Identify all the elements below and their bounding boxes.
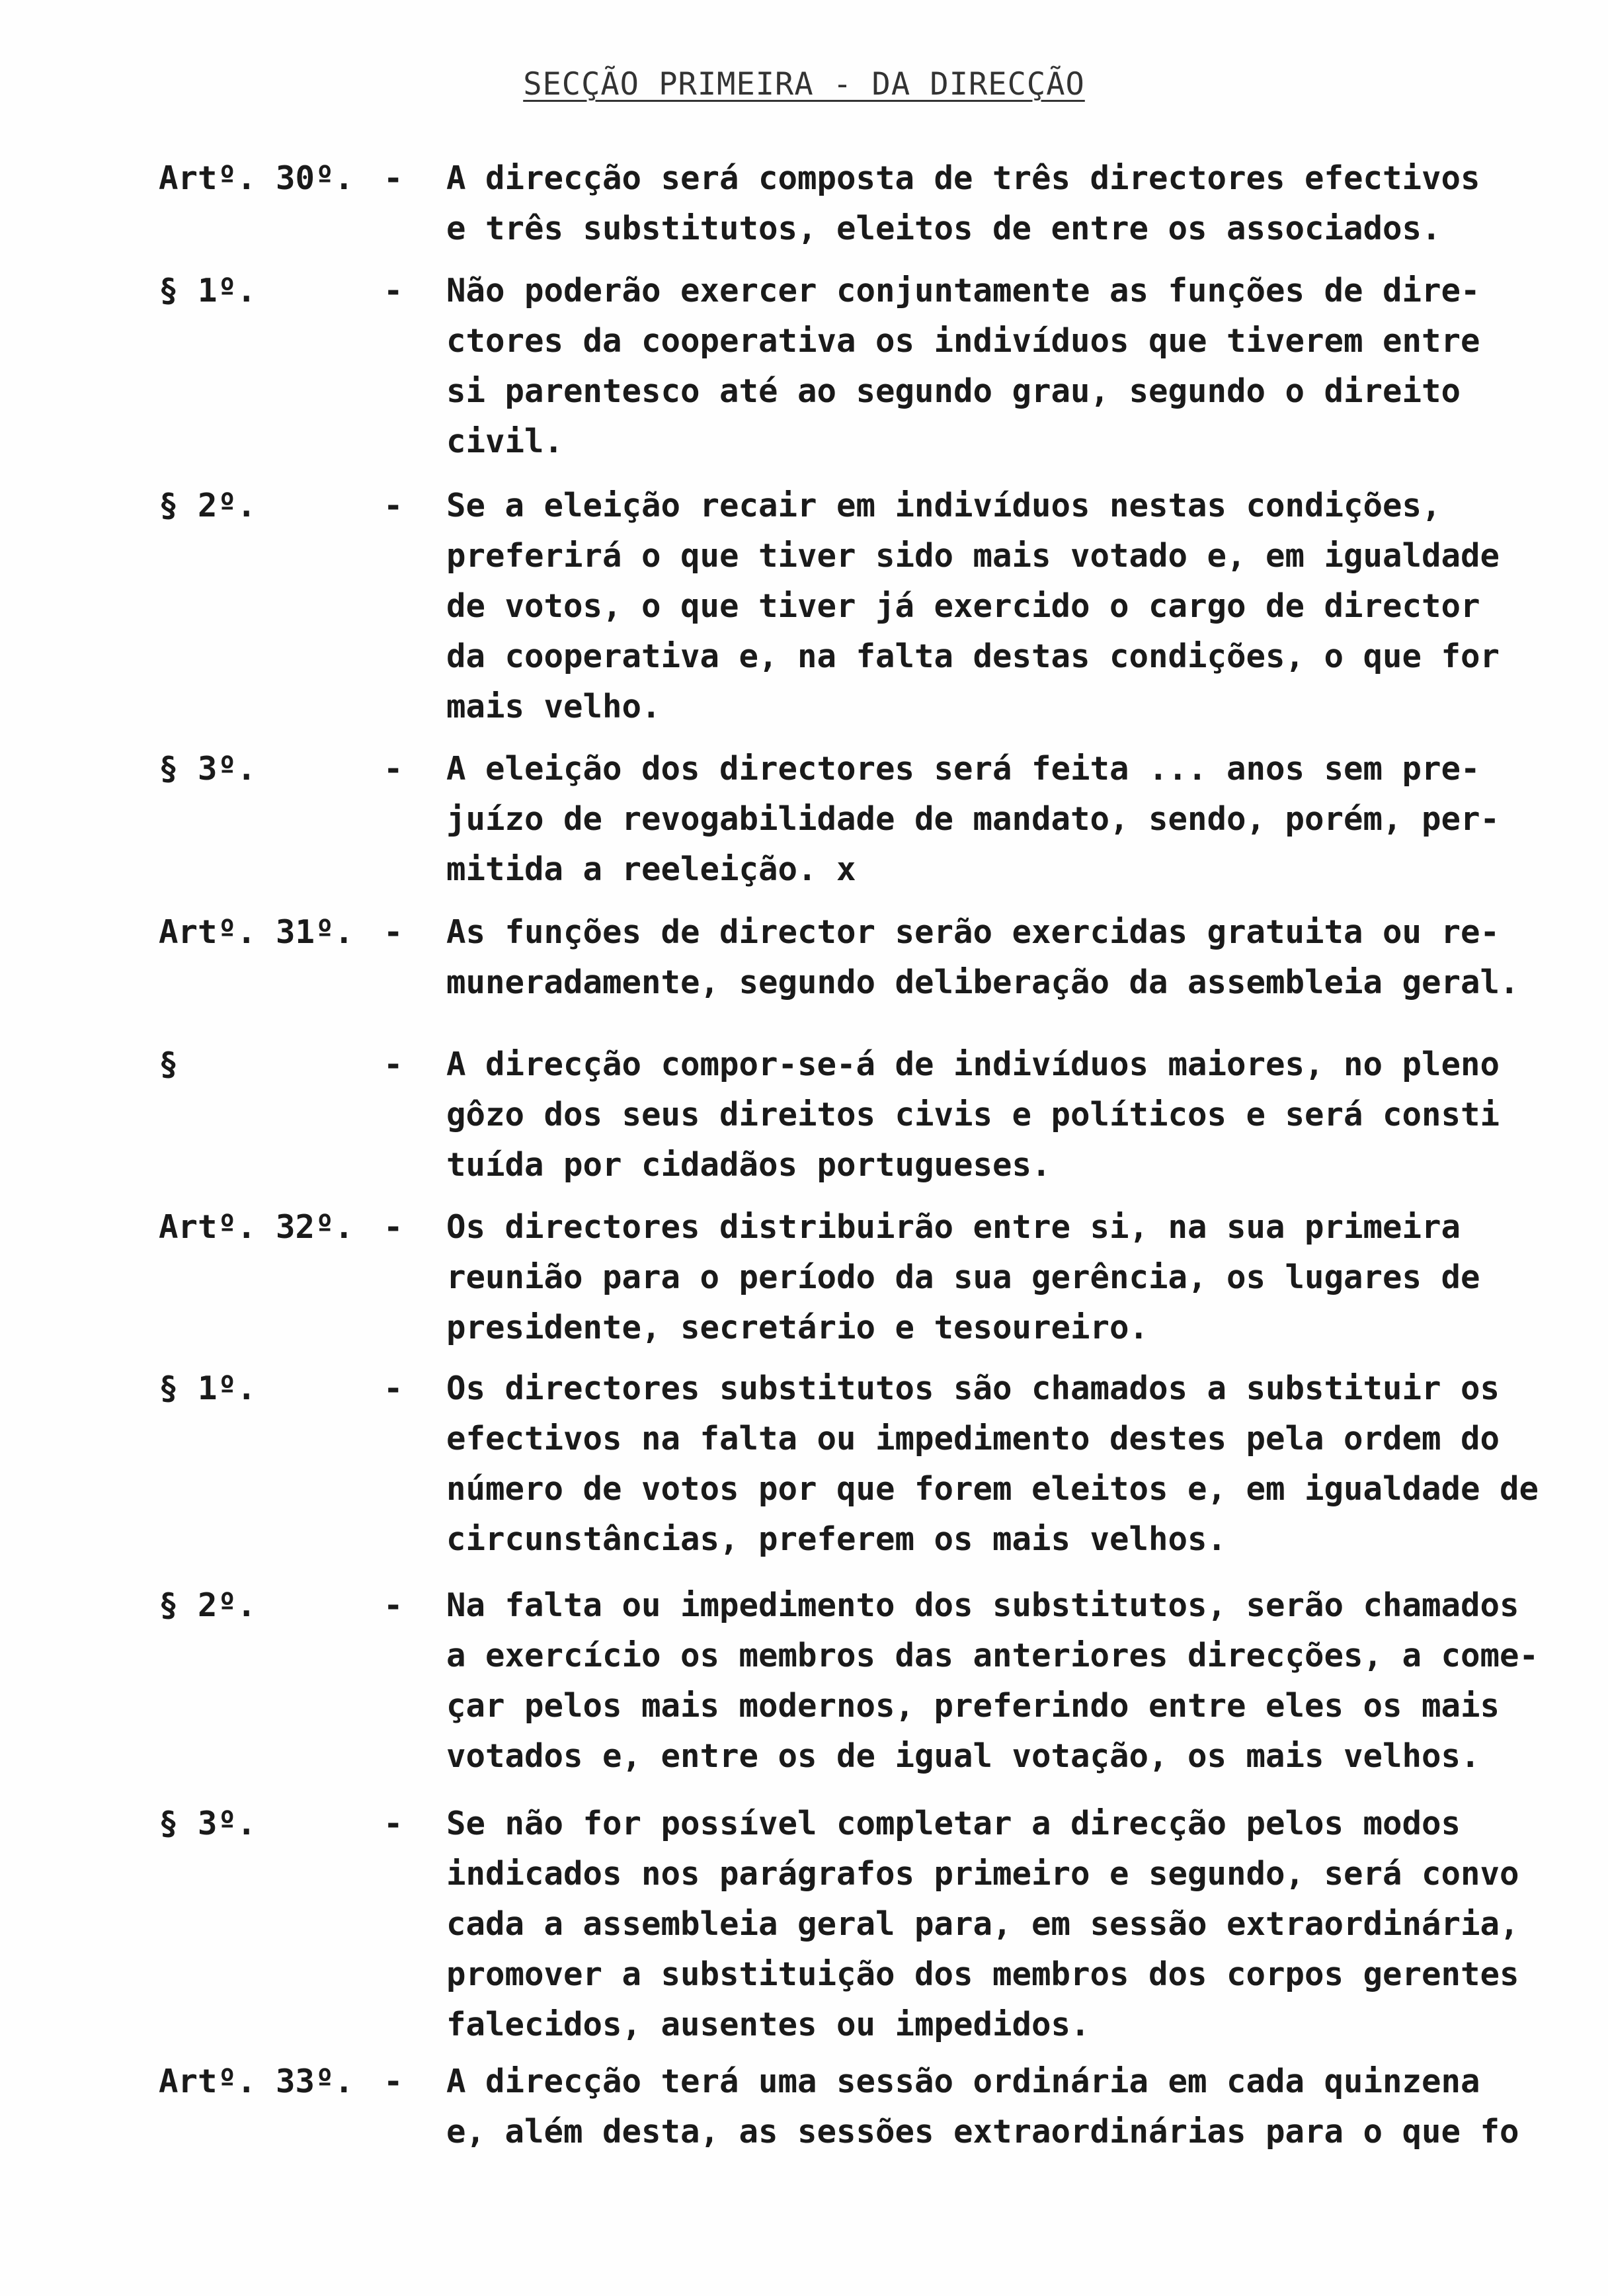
text-line: efectivos na falta ou impedimento destes pela ordem do: [446, 1420, 1500, 1457]
text-line: promover a substituição dos membros dos corpos gerentes: [446, 1955, 1519, 1993]
text-line: tuída por cidadãos portugueses.: [446, 1146, 1051, 1184]
text-line: A direcção compor-se-á de indivíduos maiores, no pleno: [446, 1046, 1500, 1083]
article-text: [446, 1364, 1584, 1565]
article-dash: -: [383, 1208, 403, 1246]
article-dash: -: [383, 750, 403, 788]
text-line: falecidos, ausentes ou impedidos.: [446, 2006, 1090, 2043]
article-dash: -: [383, 913, 403, 951]
text-line: muneradamente, segundo deliberação da assembleia geral.: [446, 964, 1519, 1001]
text-line: Os directores distribuirão entre si, na sua primeira: [446, 1208, 1461, 1246]
article-text: [446, 2057, 1584, 2157]
article-text: [446, 153, 1584, 254]
article-label: §: [159, 1046, 179, 1083]
article-text: [446, 481, 1584, 732]
text-line: Se não for possível completar a direcção pelos modos: [446, 1805, 1461, 1842]
text-line: Se a eleição recair em indivíduos nestas condições,: [446, 487, 1441, 524]
text-line: presidente, secretário e tesoureiro.: [446, 1309, 1149, 1346]
article-dash: -: [383, 1586, 403, 1624]
section-heading-text: SECÇÃO PRIMEIRA - DA DIRECÇÃO: [523, 66, 1085, 102]
article-text: [446, 266, 1584, 467]
article-label: Artº. 33º.: [159, 2063, 354, 2100]
text-line: A direcção terá uma sessão ordinária em cada quinzena: [446, 2063, 1480, 2100]
article-dash: -: [383, 272, 403, 309]
text-line: si parentesco até ao segundo grau, segundo o direito: [446, 372, 1461, 410]
text-line: Na falta ou impedimento dos substitutos, serão chamados: [446, 1586, 1519, 1624]
text-line: cada a assembleia geral para, em sessão extraordinária,: [446, 1905, 1519, 1943]
text-line: Não poderão exercer conjuntamente as funções de dire-: [446, 272, 1480, 309]
article-label: Artº. 30º.: [159, 159, 354, 197]
article-label: § 2º.: [159, 1586, 257, 1624]
text-line: a exercício os membros das anteriores direcções, a come-: [446, 1637, 1539, 1674]
article-text: [446, 1040, 1584, 1190]
text-line: circunstâncias, preferem os mais velhos.: [446, 1520, 1227, 1558]
text-line: çar pelos mais modernos, preferindo entre eles os mais: [446, 1687, 1500, 1725]
article-dash: -: [383, 1046, 403, 1083]
text-line: e, além desta, as sessões extraordinárias para o que fo: [446, 2113, 1519, 2151]
article-text: [446, 744, 1584, 895]
text-line: mais velho.: [446, 688, 661, 725]
text-line: ctores da cooperativa os indivíduos que tiverem entre: [446, 322, 1480, 360]
article-label: § 1º.: [159, 272, 257, 309]
text-line: mitida a reeleição. x: [446, 850, 856, 888]
text-line: As funções de director serão exercidas gratuita ou re-: [446, 913, 1500, 951]
text-line: de votos, o que tiver já exercido o cargo de director: [446, 587, 1480, 625]
article-dash: -: [383, 1805, 403, 1842]
text-line: da cooperativa e, na falta destas condições, o que for: [446, 637, 1500, 675]
text-line: número de votos por que forem eleitos e, em igualdade de: [446, 1470, 1539, 1508]
article-label: § 1º.: [159, 1370, 257, 1407]
article-dash: -: [383, 159, 403, 197]
section-heading: [0, 66, 1608, 102]
text-line: A eleição dos directores será feita ... anos sem pre-: [446, 750, 1480, 788]
text-line: reunião para o período da sua gerência, os lugares de: [446, 1258, 1480, 1296]
article-text: [446, 907, 1584, 1008]
article-text: [446, 1202, 1584, 1353]
text-line: e três substitutos, eleitos de entre os associados.: [446, 210, 1441, 247]
text-line: indicados nos parágrafos primeiro e segundo, será convo: [446, 1855, 1519, 1893]
text-line: preferirá o que tiver sido mais votado e, em igualdade: [446, 537, 1500, 575]
text-line: gôzo dos seus direitos civis e políticos e será consti: [446, 1096, 1500, 1133]
article-dash: -: [383, 1370, 403, 1407]
article-dash: -: [383, 2063, 403, 2100]
article-text: [446, 1580, 1584, 1782]
text-line: civil.: [446, 423, 564, 460]
text-line: Os directores substitutos são chamados a substituir os: [446, 1370, 1500, 1407]
text-line: votados e, entre os de igual votação, os mais velhos.: [446, 1737, 1480, 1775]
text-line: A direcção será composta de três directores efectivos: [446, 159, 1480, 197]
article-label: § 2º.: [159, 487, 257, 524]
text-line: juízo de revogabilidade de mandato, sendo, porém, per-: [446, 800, 1500, 838]
article-dash: -: [383, 487, 403, 524]
article-label: Artº. 32º.: [159, 1208, 354, 1246]
article-label: § 3º.: [159, 750, 257, 788]
article-label: Artº. 31º.: [159, 913, 354, 951]
article-label: § 3º.: [159, 1805, 257, 1842]
article-text: [446, 1799, 1584, 2050]
